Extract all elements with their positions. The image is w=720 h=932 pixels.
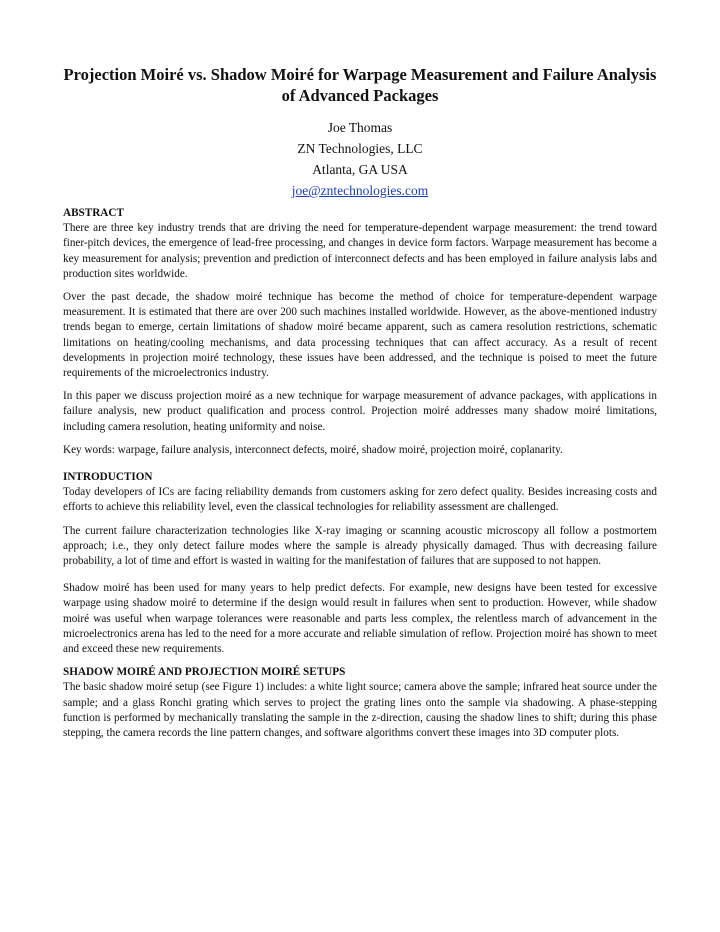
- setups-paragraph-1: The basic shadow moiré setup (see Figure 1) includes: a white light source; camera above the sample; infrared heat source under the sample; and a glass Ronchi grating which serves to project the grating lines onto the sample via shadowing. A phase-stepping function is performed by mechanically translating the sample in the z-direction, causing the shadow lines to shift; during this phase stepping, the camera records the line pattern changes, and software algorithms convert these images into 3D computer plots.: [63, 681, 657, 740]
- abstract-paragraph-1: There are three key industry trends that are driving the need for temperature-dependent warpage measurement: the trend toward finer-pitch devices, the emergence of lead-free processing, and changes in device form factors. Warpage measurement has become a key measurement for analysis; prevention and prediction of interconnect defects and has been employed in failure analysis labs and production sites worldwide.: [63, 222, 657, 280]
- author-block: [160, 117, 560, 201]
- introduction-paragraph-2: The current failure characterization technologies like X-ray imaging or scanning acoustic microscopy all follow a postmortem approach; i.e., they only detect failure modes where the sample is already physically damaged. Thus with decreasing failure probability, a lot of time and effort is wasted in waiting for the manifestation of failures that are supposed to not happen.: [63, 524, 657, 568]
- paper-body: [63, 206, 657, 741]
- setups-heading: SHADOW MOIRÉ AND PROJECTION MOIRÉ SETUPS: [63, 666, 346, 679]
- author-name: Joe Thomas: [327, 120, 393, 135]
- author-email-link[interactable]: joe@zntechnologies.com: [291, 183, 429, 198]
- keywords: Key words: warpage, failure analysis, interconnect defects, moiré, shadow moiré, projection moiré, coplanarity.: [63, 443, 563, 456]
- author-company: ZN Technologies, LLC: [297, 141, 423, 156]
- introduction-paragraph-1: Today developers of ICs are facing reliability demands from customers asking for zero defect quality. Besides increasing costs and efforts to achieve this reliability level, even the classical technologies for reliability assessment are challenged.: [63, 486, 657, 514]
- introduction-heading: INTRODUCTION: [63, 471, 153, 484]
- paper-title: Projection Moiré vs. Shadow Moiré for Warpage Measurement and Failure Analysis of Advanced Packages: [63, 65, 657, 105]
- author-location: Atlanta, GA USA: [312, 162, 408, 177]
- abstract-heading: ABSTRACT: [63, 207, 124, 219]
- introduction-paragraph-3: Shadow moiré has been used for many years to help predict defects. For example, new designs have been tested for excessive warpage using shadow moiré to determine if the design would result in failures when sent to production. However, while shadow moiré was useful when warpage tolerances were reasonable and parts less complex, the relentless march of advancement in the microelectronics arena has led to the need for a more accurate and reliable simulation of reflow. Projection moiré has shown to meet and exceed these new requirements.: [63, 582, 657, 656]
- abstract-paragraph-3: In this paper we discuss projection moiré as a new technique for warpage measurement of advance packages, with applications in failure analysis, new product qualification and process control. Projection moiré addresses many shadow moiré limitations, including camera resolution, heating uniformity and noise.: [63, 390, 657, 433]
- abstract-paragraph-2: Over the past decade, the shadow moiré technique has become the method of choice for temperature-dependent warpage measurement. It is estimated that there are over 200 such machines installed worldwide. However, as the above-mentioned industry trends began to emerge, certain limitations of shadow moiré became apparent, such as camera resolution restrictions, schematic limitations on heating/cooling mechanisms, and data processing techniques that can affect accuracy. As a result of recent developments in projection moiré technology, these issues have been addressed, and the technique is poised to meet the future requirements of the microelectronics industry.: [63, 291, 657, 380]
